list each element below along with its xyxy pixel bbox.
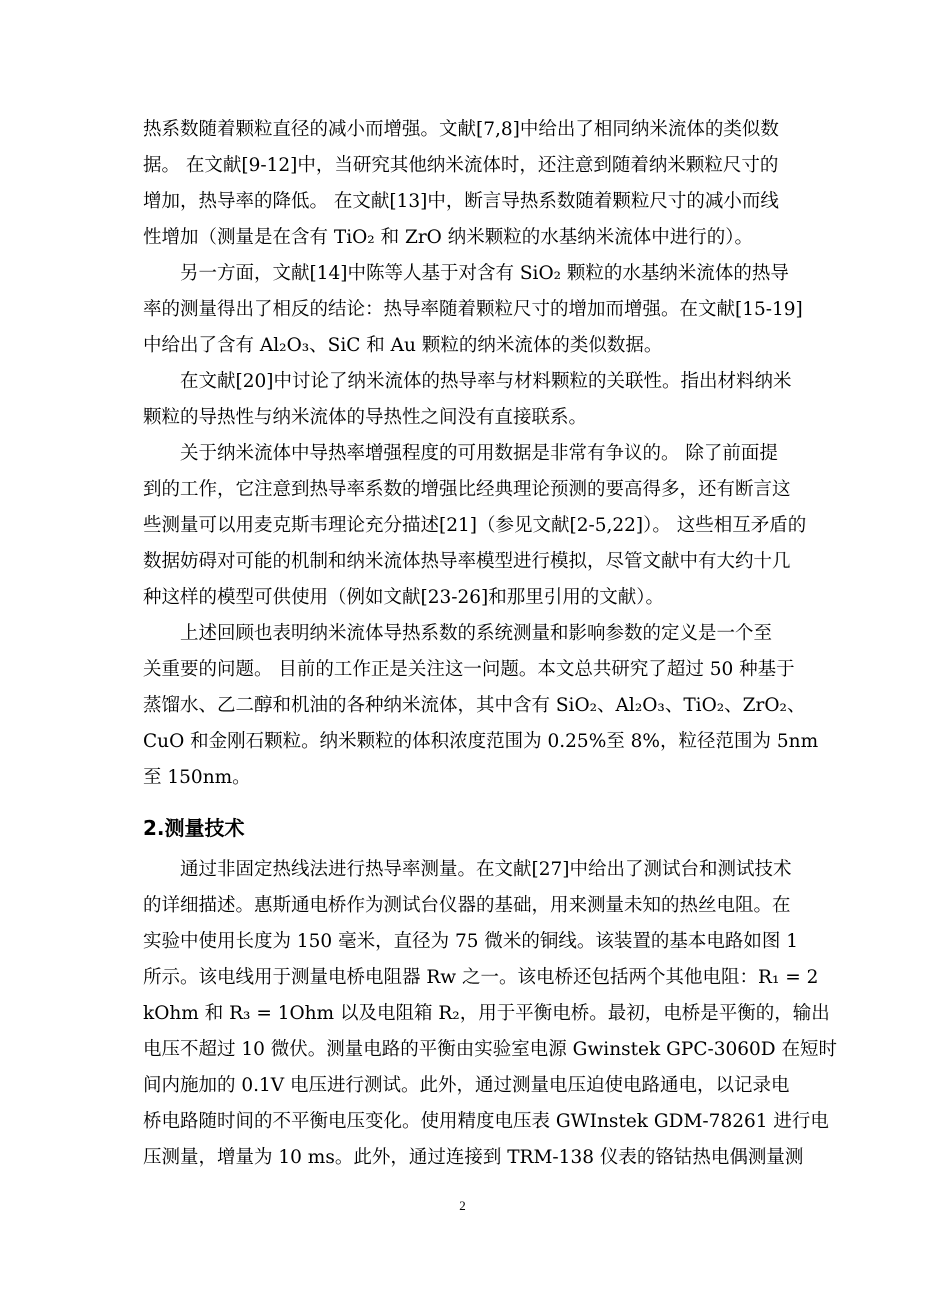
text-line: CuO 和金刚石颗粒。纳米颗粒的体积浓度范围为 0.25%至 8%，粒径范围为 5nm [143,731,819,752]
text-line: 的详细描述。惠斯通电桥作为测试台仪器的基础，用来测量未知的热丝电阻。在 [143,895,791,916]
text-line: kOhm 和 R₃ = 1Ohm 以及电阻箱 R₂，用于平衡电桥。最初，电桥是平衡的，输出 [143,1003,830,1024]
text-line: 些测量可以用麦克斯韦理论充分描述[21]（参见文献[2-5,22]）。 这些相互矛盾的 [143,515,807,536]
text-line: 关重要的问题。 目前的工作正是关注这一问题。本文总共研究了超过 50 种基于 [143,659,795,680]
text-line: 实验中使用长度为 150 毫米，直径为 75 微米的铜线。该装置的基本电路如图 1 [143,931,799,952]
text-line: 蒸馏水、乙二醇和机油的各种纳米流体，其中含有 SiO₂、Al₂O₃、TiO₂、ZrO₂、 [143,695,806,716]
text-line: 上述回顾也表明纳米流体导热系数的系统测量和影响参数的定义是一个至 [180,623,773,644]
text-line: 到的工作，它注意到热导率系数的增强比经典理论预测的要高得多，还有断言这 [143,479,791,500]
text-line: 增加，热导率的降低。 在文献[13]中，断言导热系数随着颗粒尺寸的减小而线 [143,191,779,212]
text-line: 性增加（测量是在含有 TiO₂ 和 ZrO 纳米颗粒的水基纳米流体中进行的）。 [143,227,753,248]
text-line: 电压不超过 10 微伏。测量电路的平衡由实验室电源 Gwinstek GPC-3060D 在短时 [143,1039,838,1060]
text-line: 种这样的模型可供使用（例如文献[23-26]和那里引用的文献）。 [143,587,665,608]
text-line: 颗粒的导热性与纳米流体的导热性之间没有直接联系。 [143,407,588,428]
text-line: 桥电路随时间的不平衡电压变化。使用精度电压表 GWInstek GDM-78261 进行电 [143,1111,829,1132]
text-line: 中给出了含有 Al₂O₃、SiC 和 Au 颗粒的纳米流体的类似数据。 [143,335,663,356]
text-line: 另一方面，文献[14]中陈等人基于对含有 SiO₂ 颗粒的水基纳米流体的热导 [180,263,789,284]
section-heading: 2.测量技术 [143,816,245,840]
text-line: 数据妨碍对可能的机制和纳米流体热导率模型进行模拟，尽管文献中有大约十几 [143,551,791,572]
text-line: 热系数随着颗粒直径的减小而增强。文献[7,8]中给出了相同纳米流体的类似数 [143,119,779,140]
text-line: 至 150nm。 [143,767,251,788]
text-line: 压测量，增量为 10 ms。此外，通过连接到 TRM-138 仪表的铬钴热电偶测量测 [143,1147,804,1168]
page-number: 2 [459,1198,466,1213]
text-line: 在文献[20]中讨论了纳米流体的热导率与材料颗粒的关联性。指出材料纳米 [180,371,792,392]
text-line: 间内施加的 0.1V 电压进行测试。此外，通过测量电压迫使电路通电，以记录电 [143,1075,790,1096]
text-line: 率的测量得出了相反的结论：热导率随着颗粒尺寸的增加而增强。在文献[15-19] [143,299,803,320]
text-line: 关于纳米流体中导热率增强程度的可用数据是非常有争议的。 除了前面提 [180,443,778,464]
text-line: 所示。该电线用于测量电桥电阻器 Rw 之一。该电桥还包括两个其他电阻：R₁ = 2 [143,967,819,988]
text-line: 据。 在文献[9-12]中，当研究其他纳米流体时，还注意到随着纳米颗粒尺寸的 [143,155,779,176]
text-line: 通过非固定热线法进行热导率测量。在文献[27]中给出了测试台和测试技术 [180,859,792,880]
